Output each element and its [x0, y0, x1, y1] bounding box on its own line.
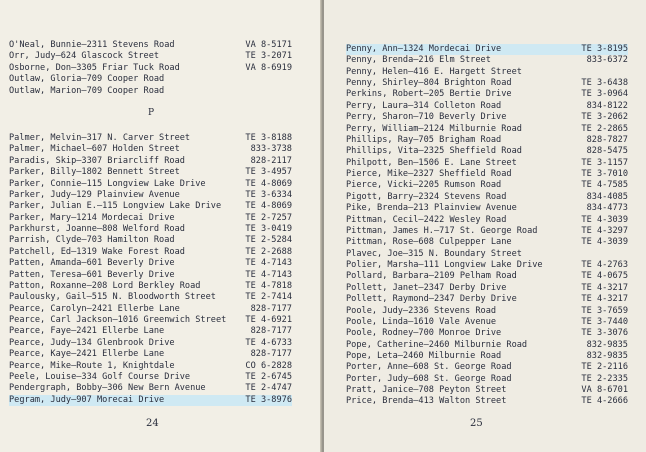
entry-phone: 828-2117	[250, 155, 292, 166]
entry-phone: TE 4-7585	[581, 180, 628, 191]
right-page	[324, 0, 646, 452]
entry-name: Pigott, Barry—2324 Stevens Road	[346, 191, 507, 202]
directory-entry	[9, 383, 292, 394]
entry-name: Patten, Teresa—601 Beverly Drive	[9, 269, 175, 280]
directory-entry	[9, 213, 292, 224]
directory-entry	[9, 74, 292, 85]
section-letter: P	[148, 108, 155, 118]
left-page	[0, 0, 322, 452]
page-number-left: 24	[146, 418, 159, 429]
directory-entry	[346, 385, 628, 396]
entry-name: Pierce, Vicki—2205 Rumson Road	[346, 180, 502, 191]
entry-name: Penny, Brenda—216 Elm Street	[346, 55, 491, 66]
entry-phone: CO 6-2828	[245, 360, 292, 371]
entry-name: Poole, Linda—1610 Vale Avenue	[346, 316, 497, 327]
entry-phone: TE 3-7010	[581, 169, 628, 180]
entry-phone: TE 4-3217	[581, 294, 628, 305]
entry-name: Polier, Marsha—111 Longview Lake Drive	[346, 260, 543, 271]
directory-entry	[346, 101, 628, 112]
entry-name: Pratt, Janice—708 Peyton Street	[346, 385, 507, 396]
entry-name: Perry, Laura—314 Colleton Road	[346, 100, 502, 111]
entry-name: Porter, Judy—608 St. George Road	[346, 373, 512, 384]
entry-phone: TE 2-7257	[245, 212, 292, 223]
entry-name: Parker, Connie—115 Longview Lake Drive	[9, 178, 206, 189]
entry-name: Pearce, Carolyn—2421 Ellerbe Lane	[9, 303, 180, 314]
entry-name: Porter, Anne—608 St. George Road	[346, 362, 512, 373]
entry-name: Pierce, Mike—2327 Sheffield Road	[346, 169, 512, 180]
directory-entry	[346, 135, 628, 146]
directory-entry	[9, 63, 292, 74]
directory-entry	[346, 351, 628, 362]
entry-name: Pendergraph, Bobby—306 New Bern Avenue	[9, 383, 206, 394]
entry-phone: TE 3-2071	[245, 51, 292, 62]
entry-phone: 828-7177	[250, 326, 292, 337]
directory-entry	[346, 271, 628, 282]
entry-name: Peele, Louise—334 Golf Course Drive	[9, 371, 191, 382]
directory-entry	[9, 156, 292, 167]
directory-entry	[9, 361, 292, 372]
entry-phone: 834-4773	[586, 203, 628, 214]
entry-phone: TE 4-2763	[581, 260, 628, 271]
page-number-right: 25	[470, 418, 483, 429]
directory-entry	[9, 179, 292, 190]
entry-phone: TE 4-0675	[581, 271, 628, 282]
entry-name: Poole, Judy—2336 Stevens Road	[346, 305, 497, 316]
entry-name: Patton, Roxanne—208 Lord Berkley Road	[9, 280, 201, 291]
entry-phone: TE 4-7143	[245, 269, 292, 280]
entry-phone: VA 8-6701	[581, 385, 628, 396]
entry-phone: TE 4-7818	[245, 280, 292, 291]
directory-entry	[9, 86, 292, 97]
directory-entry	[346, 89, 628, 100]
directory-entry	[9, 247, 292, 258]
entry-name: Perkins, Robert—205 Bertie Drive	[346, 89, 512, 100]
entry-name: Plavec, Joe—315 N. Boundary Street	[346, 248, 522, 259]
directory-entry	[346, 112, 628, 123]
directory-entry	[346, 44, 628, 55]
directory-entry	[346, 374, 628, 385]
entry-phone: 828-7177	[250, 303, 292, 314]
entry-name: Outlaw, Marion—709 Cooper Road	[9, 85, 165, 96]
entry-phone: TE 4-2666	[581, 396, 628, 407]
entry-name: Parker, Billy—1802 Bennett Street	[9, 167, 180, 178]
directory-entry	[9, 201, 292, 212]
entry-name: Pearce, Judy—134 Glenbrook Drive	[9, 337, 175, 348]
entry-name: Phillips, Vita—2325 Sheffield Road	[346, 146, 522, 157]
entry-name: Palmer, Michael—607 Holden Street	[9, 144, 180, 155]
directory-entry	[346, 169, 628, 180]
entry-name: Phillips, Ray—705 Brigham Road	[346, 134, 502, 145]
directory-entry	[9, 326, 292, 337]
directory-entry	[9, 167, 292, 178]
directory-entry	[346, 328, 628, 339]
entry-name: Philpott, Ben—1506 E. Lane Street	[346, 157, 517, 168]
entry-phone: 828-7177	[250, 349, 292, 360]
entry-name: Pollett, Janet—2347 Derby Drive	[346, 282, 507, 293]
entry-name: Paradis, Skip—3307 Briarcliff Road	[9, 155, 185, 166]
directory-entry	[9, 270, 292, 281]
directory-entry	[9, 395, 292, 406]
entry-phone: TE 2-4747	[245, 383, 292, 394]
entry-name: Pollett, Raymond—2347 Derby Drive	[346, 294, 517, 305]
entry-name: Palmer, Melvin—317 N. Carver Street	[9, 133, 191, 143]
entry-name: Pearce, Kaye—2421 Ellerbe Lane	[9, 349, 165, 360]
entry-name: Pearce, Faye—2421 Ellerbe Lane	[9, 326, 165, 337]
entry-phone: TE 3-6438	[581, 78, 628, 89]
entry-name: Perry, Sharon—710 Beverly Drive	[346, 112, 507, 123]
entry-name: Orr, Judy—624 Glascock Street	[9, 51, 160, 62]
entry-phone: 834-8122	[586, 100, 628, 111]
entry-phone: 828-7827	[586, 134, 628, 145]
directory-entry	[346, 180, 628, 191]
entry-phone: TE 2-5284	[245, 235, 292, 246]
entry-phone: TE 4-6733	[245, 337, 292, 348]
entry-name: Pearce, Mike—Route 1, Knightdale	[9, 360, 175, 371]
directory-entry	[346, 67, 628, 78]
entry-phone: TE 3-7440	[581, 316, 628, 327]
directory-entry	[9, 292, 292, 303]
entry-phone: TE 4-7143	[245, 258, 292, 269]
entry-phone: TE 3-0964	[581, 89, 628, 100]
directory-entry	[9, 51, 292, 62]
directory-entry	[9, 349, 292, 360]
entry-phone: 832-9835	[586, 339, 628, 350]
entry-phone: TE 4-3039	[581, 237, 628, 248]
directory-entry	[346, 146, 628, 157]
directory-entry	[9, 133, 292, 144]
entry-phone: TE 3-8195	[581, 44, 628, 54]
entry-name: Pearce, Carl Jackson—1016 Greenwich Street	[9, 315, 227, 326]
entry-phone: 828-5475	[586, 146, 628, 157]
entry-phone: TE 4-3217	[581, 282, 628, 293]
directory-entry	[346, 396, 628, 407]
entry-name: Pittman, Cecil—2422 Wesley Road	[346, 214, 507, 225]
entry-name: Perry, William—2124 Milburnie Road	[346, 123, 522, 134]
entry-phone: TE 4-3039	[581, 214, 628, 225]
entry-name: Parkhurst, Joanne—808 Welford Road	[9, 224, 185, 235]
directory-entry	[346, 203, 628, 214]
entry-phone: TE 2-7414	[245, 292, 292, 303]
entry-name: Parrish, Clyde—703 Hamilton Road	[9, 235, 175, 246]
directory-entry	[9, 372, 292, 383]
entry-name: Patten, Amanda—601 Beverly Drive	[9, 258, 175, 269]
entry-phone: TE 3-8188	[245, 133, 292, 143]
directory-entry	[9, 190, 292, 201]
entry-phone: 832-9835	[586, 350, 628, 361]
directory-entry	[346, 317, 628, 328]
entry-name: Parker, Mary—1214 Mordecai Drive	[9, 212, 175, 223]
directory-entry	[9, 304, 292, 315]
entry-phone: TE 3-1157	[581, 157, 628, 168]
directory-entry	[346, 124, 628, 135]
entry-phone: TE 4-8069	[245, 178, 292, 189]
directory-entry	[9, 40, 292, 51]
directory-entry	[9, 258, 292, 269]
entry-name: Price, Brenda—413 Walton Street	[346, 396, 507, 407]
directory-entry	[346, 340, 628, 351]
entry-phone: 833-6372	[586, 55, 628, 66]
entry-name: Pike, Brenda—213 Plainview Avenue	[346, 203, 517, 214]
directory-entry	[346, 260, 628, 271]
entry-name: Pollard, Barbara—2109 Pelham Road	[346, 271, 517, 282]
directory-entry	[346, 283, 628, 294]
entry-phone: TE 2-2688	[245, 246, 292, 257]
entry-name: Penny, Helen—416 E. Hargett Street	[346, 66, 522, 77]
entry-name: Pittman, Rose—608 Culpepper Lane	[346, 237, 512, 248]
entry-phone: VA 8-5171	[245, 40, 292, 50]
entry-name: Pittman, James H.—717 St. George Road	[346, 225, 538, 236]
directory-entry	[9, 235, 292, 246]
entry-name: Penny, Shirley—804 Brighton Road	[346, 78, 512, 89]
directory-entry	[346, 226, 628, 237]
entry-name: Parker, Judy—129 Plainview Avenue	[9, 189, 180, 200]
entry-phone: TE 2-2865	[581, 123, 628, 134]
entry-phone: TE 2-2116	[581, 362, 628, 373]
entry-name: O'Neal, Bunnie—2311 Stevens Road	[9, 40, 175, 50]
entry-phone: TE 4-3297	[581, 225, 628, 236]
directory-entry	[346, 249, 628, 260]
entry-phone: TE 3-6334	[245, 189, 292, 200]
directory-entry	[346, 55, 628, 66]
directory-entry	[346, 237, 628, 248]
directory-entry	[346, 215, 628, 226]
entry-phone: TE 2-2335	[581, 373, 628, 384]
entry-phone: TE 4-6921	[245, 315, 292, 326]
directory-entry	[346, 306, 628, 317]
entry-phone: 833-3738	[250, 144, 292, 155]
directory-entry	[346, 192, 628, 203]
entry-phone: VA 8-6919	[245, 62, 292, 73]
directory-entry	[9, 338, 292, 349]
entry-name: Pope, Catherine—2460 Milburnie Road	[346, 339, 528, 350]
directory-entry	[9, 315, 292, 326]
directory-entry	[346, 78, 628, 89]
entry-phone: TE 3-0419	[245, 224, 292, 235]
entry-name: Penny, Ann—1324 Mordecai Drive	[346, 44, 502, 54]
entry-name: Pegram, Judy—907 Morecai Drive	[9, 394, 165, 405]
entry-phone: TE 3-3076	[581, 328, 628, 339]
directory-entry	[9, 144, 292, 155]
directory-entry	[9, 224, 292, 235]
entry-phone: TE 3-7659	[581, 305, 628, 316]
entry-name: Poole, Rodney—700 Monroe Drive	[346, 328, 502, 339]
directory-entry	[346, 158, 628, 169]
entry-name: Pope, Leta—2460 Milburnie Road	[346, 350, 502, 361]
entry-phone: TE 3-4957	[245, 167, 292, 178]
entry-name: Parker, Julian E.—115 Longview Lake Drive	[9, 201, 222, 212]
directory-entry	[346, 294, 628, 305]
entry-name: Paulousky, Gail—515 N. Bloodworth Street	[9, 292, 216, 303]
entry-name: Patchell, Ed—1319 Wake Forest Road	[9, 246, 185, 257]
directory-entry	[9, 281, 292, 292]
entry-phone: TE 3-2062	[581, 112, 628, 123]
entry-phone: TE 2-6745	[245, 371, 292, 382]
directory-entry	[346, 362, 628, 373]
entry-phone: 834-4085	[586, 191, 628, 202]
entry-name: Outlaw, Gloria—709 Cooper Road	[9, 74, 165, 85]
entry-name: Osborne, Don—3305 Friar Tuck Road	[9, 62, 180, 73]
entry-phone: TE 3-8976	[245, 394, 292, 405]
entry-phone: TE 4-8069	[245, 201, 292, 212]
